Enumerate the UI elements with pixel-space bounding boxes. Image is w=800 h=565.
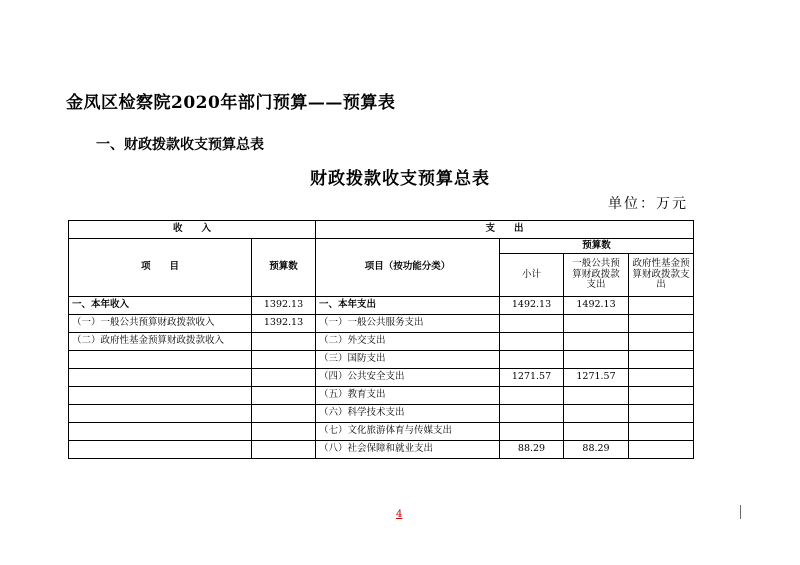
item-header: 项 目 bbox=[69, 239, 252, 297]
subtotal-header: 小计 bbox=[500, 254, 564, 297]
table-row bbox=[69, 387, 694, 405]
expenditure-header: 支 出 bbox=[316, 221, 694, 239]
table-row bbox=[69, 405, 694, 423]
subtotal-cell bbox=[500, 423, 564, 441]
gov-fund-cell bbox=[629, 315, 694, 333]
income-amount-cell: 1392.13 bbox=[252, 297, 316, 315]
income-item-cell bbox=[69, 351, 252, 369]
general-public-cell bbox=[564, 405, 629, 423]
budget-amount-header: 预算数 bbox=[252, 239, 316, 297]
subtotal-cell: 1492.13 bbox=[500, 297, 564, 315]
gov-fund-cell bbox=[629, 297, 694, 315]
income-item-cell bbox=[69, 423, 252, 441]
section-heading: 一、财政拨款收支预算总表 bbox=[96, 137, 264, 153]
income-amount-cell bbox=[252, 441, 316, 459]
budget-table bbox=[68, 220, 694, 459]
table-row bbox=[69, 441, 694, 459]
subtotal-cell bbox=[500, 387, 564, 405]
item-by-function-header: 项目（按功能分类） bbox=[316, 239, 500, 297]
table-row bbox=[69, 333, 694, 351]
subtotal-cell bbox=[500, 405, 564, 423]
expenditure-item-cell: （五）教育支出 bbox=[316, 387, 500, 405]
income-amount-cell bbox=[252, 405, 316, 423]
table-row bbox=[69, 423, 694, 441]
budget-group-header: 预算数 bbox=[500, 239, 694, 254]
general-public-cell bbox=[564, 387, 629, 405]
income-item-cell bbox=[69, 441, 252, 459]
table-title: 财政拨款收支预算总表 bbox=[310, 169, 490, 189]
header-row-2 bbox=[69, 239, 694, 254]
gov-fund-cell bbox=[629, 333, 694, 351]
income-amount-cell: 1392.13 bbox=[252, 315, 316, 333]
general-public-cell: 1492.13 bbox=[564, 297, 629, 315]
general-public-cell bbox=[564, 333, 629, 351]
subtotal-cell: 1271.57 bbox=[500, 369, 564, 387]
general-public-cell bbox=[564, 315, 629, 333]
income-item-cell bbox=[69, 387, 252, 405]
gov-fund-cell bbox=[629, 369, 694, 387]
gov-fund-cell bbox=[629, 351, 694, 369]
income-header: 收 入 bbox=[69, 221, 316, 239]
table-row bbox=[69, 315, 694, 333]
page-number: 4 bbox=[396, 509, 403, 520]
general-public-cell bbox=[564, 423, 629, 441]
income-amount-cell bbox=[252, 351, 316, 369]
table-row bbox=[69, 351, 694, 369]
table-row bbox=[69, 369, 694, 387]
income-amount-cell bbox=[252, 333, 316, 351]
document-title: 金凤区检察院2020年部门预算——预算表 bbox=[66, 93, 396, 113]
gov-fund-cell bbox=[629, 423, 694, 441]
gov-fund-cell bbox=[629, 405, 694, 423]
income-amount-cell bbox=[252, 387, 316, 405]
gov-fund-header: 政府性基金预算财政拨款支出 bbox=[629, 254, 694, 297]
expenditure-item-cell: 一、本年支出 bbox=[316, 297, 500, 315]
income-item-cell: （一）一般公共预算财政拨款收入 bbox=[69, 315, 252, 333]
income-item-cell bbox=[69, 405, 252, 423]
income-item-cell bbox=[69, 369, 252, 387]
income-item-cell: 一、本年收入 bbox=[69, 297, 252, 315]
general-public-cell: 1271.57 bbox=[564, 369, 629, 387]
header-row-1 bbox=[69, 221, 694, 239]
expenditure-item-cell: （八）社会保障和就业支出 bbox=[316, 441, 500, 459]
expenditure-item-cell: （一）一般公共服务支出 bbox=[316, 315, 500, 333]
gov-fund-cell bbox=[629, 441, 694, 459]
subtotal-cell bbox=[500, 333, 564, 351]
expenditure-item-cell: （六）科学技术支出 bbox=[316, 405, 500, 423]
income-item-cell: （二）政府性基金预算财政拨款收入 bbox=[69, 333, 252, 351]
gov-fund-cell bbox=[629, 387, 694, 405]
subtotal-cell bbox=[500, 351, 564, 369]
margin-mark bbox=[740, 505, 741, 519]
subtotal-cell: 88.29 bbox=[500, 441, 564, 459]
expenditure-item-cell: （二）外交支出 bbox=[316, 333, 500, 351]
expenditure-item-cell: （七）文化旅游体育与传媒支出 bbox=[316, 423, 500, 441]
general-public-cell: 88.29 bbox=[564, 441, 629, 459]
expenditure-item-cell: （四）公共安全支出 bbox=[316, 369, 500, 387]
income-amount-cell bbox=[252, 423, 316, 441]
general-public-cell bbox=[564, 351, 629, 369]
general-public-header: 一般公共预算财政拨款支出 bbox=[564, 254, 629, 297]
unit-label: 单位：万元 bbox=[608, 196, 688, 212]
expenditure-item-cell: （三）国防支出 bbox=[316, 351, 500, 369]
subtotal-cell bbox=[500, 315, 564, 333]
table-row bbox=[69, 297, 694, 315]
income-amount-cell bbox=[252, 369, 316, 387]
